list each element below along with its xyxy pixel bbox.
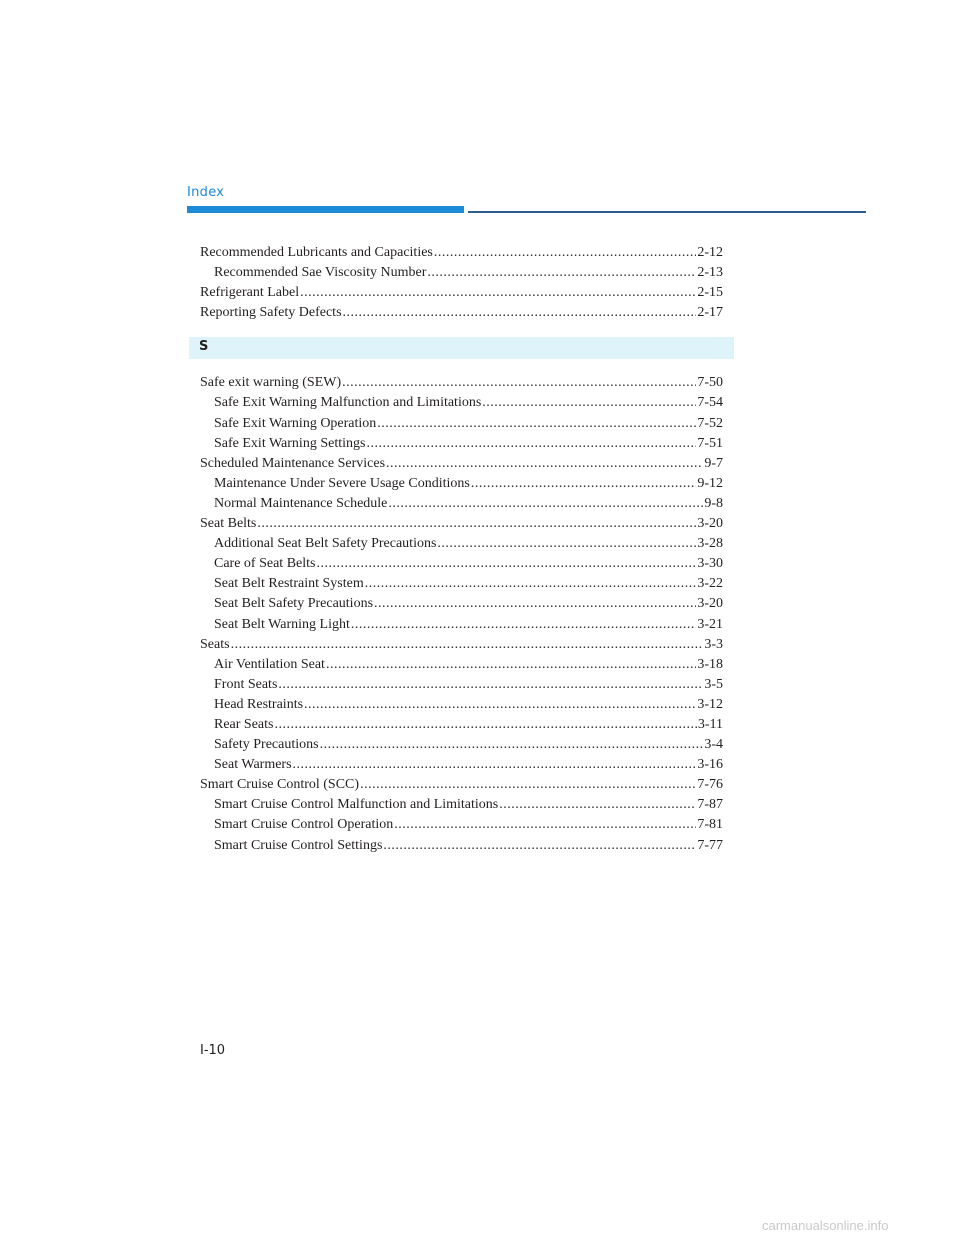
header-divider-line <box>468 211 866 213</box>
entry-page-ref: 3-4 <box>704 737 723 753</box>
index-subentry <box>200 434 723 454</box>
index-subentry <box>200 414 723 434</box>
entry-label: Safe exit warning (SEW) <box>200 375 342 391</box>
entry-page-ref: 7-50 <box>697 375 723 391</box>
index-subentry <box>200 755 723 775</box>
index-entry <box>200 283 723 303</box>
entry-label: Seat Belt Warning Light <box>214 616 350 632</box>
dot-leader <box>360 775 696 795</box>
entry-page-ref: 3-5 <box>704 676 723 692</box>
entry-label: Recommended Lubricants and Capacities <box>200 245 433 260</box>
entry-page-ref: 9-12 <box>697 475 723 491</box>
section-letter-band <box>189 337 734 359</box>
index-subentry <box>200 655 723 675</box>
entry-page-ref: 7-51 <box>697 435 723 451</box>
dot-leader <box>386 454 703 474</box>
entry-page-ref: 9-8 <box>704 495 723 511</box>
index-subentry <box>200 474 723 494</box>
entry-page-ref: 3-21 <box>697 616 723 632</box>
entry-label: Front Seats <box>214 676 278 692</box>
entry-label: Safe Exit Warning Malfunction and Limitations <box>214 395 482 411</box>
entry-page-ref: 7-87 <box>697 797 723 813</box>
dot-leader <box>316 554 696 574</box>
dot-leader <box>300 283 696 303</box>
entry-label: Safe Exit Warning Settings <box>214 435 366 451</box>
index-subentry <box>200 695 723 715</box>
entry-page-ref: 3-20 <box>697 596 723 612</box>
index-column <box>200 243 723 856</box>
dot-leader <box>231 635 704 655</box>
entry-label: Scheduled Maintenance Services <box>200 455 386 471</box>
index-entry <box>200 514 723 534</box>
entry-page-ref: 3-3 <box>704 636 723 652</box>
dot-leader <box>434 243 696 263</box>
index-entry <box>200 454 723 474</box>
dot-leader <box>388 494 703 514</box>
entry-label: Smart Cruise Control Operation <box>214 817 394 833</box>
entry-label: Air Ventilation Seat <box>214 656 325 672</box>
entry-label: Smart Cruise Control (SCC) <box>200 777 360 793</box>
index-subentry <box>200 594 723 614</box>
entry-page-ref: 3-18 <box>697 656 723 672</box>
index-entry <box>200 373 723 393</box>
index-subentry <box>200 554 723 574</box>
dot-leader <box>326 655 696 675</box>
entry-label: Safe Exit Warning Operation <box>214 415 377 431</box>
index-subentry <box>200 675 723 695</box>
dot-leader <box>274 715 696 735</box>
dot-leader <box>257 514 696 534</box>
index-subentry <box>200 574 723 594</box>
dot-leader <box>320 735 704 755</box>
entry-page-ref: 3-30 <box>697 556 723 572</box>
index-subentry <box>200 615 723 635</box>
entry-label: Reporting Safety Defects <box>200 305 342 321</box>
dot-leader <box>383 836 696 856</box>
index-subentry <box>200 795 723 815</box>
entry-page-ref: 9-7 <box>704 455 723 471</box>
index-subentry <box>200 534 723 554</box>
entry-label: Head Restraints <box>214 696 304 712</box>
entry-page-ref: 7-77 <box>697 837 723 853</box>
index-entry <box>200 775 723 795</box>
entry-label: Refrigerant Label <box>200 285 300 301</box>
entry-page-ref: 3-12 <box>697 696 723 712</box>
entry-label: Seat Warmers <box>214 757 292 773</box>
entry-page-ref: 2-12 <box>697 245 723 260</box>
index-entry <box>200 243 723 263</box>
entry-page-ref: 2-13 <box>697 265 723 281</box>
index-subentry <box>200 393 723 413</box>
entry-label: Seat Belts <box>200 516 257 532</box>
entry-label: Safety Precautions <box>214 737 319 753</box>
index-subentry <box>200 494 723 514</box>
index-subentry <box>200 735 723 755</box>
page-header-title: Index <box>187 185 225 200</box>
entry-label: Recommended Sae Viscosity Number <box>214 265 427 281</box>
dot-leader <box>343 303 697 323</box>
index-subentry <box>200 815 723 835</box>
entry-label: Additional Seat Belt Safety Precautions <box>214 536 437 552</box>
entry-label: Maintenance Under Severe Usage Conditions <box>214 475 470 491</box>
dot-leader <box>278 675 703 695</box>
index-subentry <box>200 263 723 283</box>
dot-leader <box>342 373 696 393</box>
dot-leader <box>365 574 697 594</box>
entry-page-ref: 7-54 <box>697 395 723 411</box>
entry-page-ref: 2-15 <box>697 285 723 301</box>
entry-label: Seat Belt Restraint System <box>214 576 364 592</box>
watermark-text: carmanualsonline.info <box>762 1218 889 1233</box>
dot-leader <box>482 393 696 413</box>
dot-leader <box>437 534 696 554</box>
header-accent-bar <box>187 206 464 213</box>
entry-page-ref: 3-22 <box>697 576 723 592</box>
entry-label: Rear Seats <box>214 716 274 732</box>
entry-page-ref: 3-20 <box>697 516 723 532</box>
dot-leader <box>499 795 696 815</box>
entry-page-ref: 3-28 <box>697 536 723 552</box>
dot-leader <box>377 414 696 434</box>
index-entry <box>200 303 723 323</box>
entry-label: Seat Belt Safety Precautions <box>214 596 374 612</box>
entry-page-ref: 3-16 <box>697 757 723 773</box>
index-groups <box>200 243 723 856</box>
dot-leader <box>427 263 696 283</box>
dot-leader <box>471 474 697 494</box>
page-number: I-10 <box>200 1043 226 1058</box>
dot-leader <box>366 434 696 454</box>
entry-page-ref: 3-11 <box>697 716 723 732</box>
entry-page-ref: 7-81 <box>697 817 723 833</box>
entry-label: Care of Seat Belts <box>214 556 316 572</box>
entry-page-ref: 7-52 <box>697 415 723 431</box>
dot-leader <box>293 755 697 775</box>
dot-leader <box>374 594 696 614</box>
index-entry <box>200 635 723 655</box>
entry-label: Smart Cruise Control Settings <box>214 837 383 853</box>
entry-page-ref: 7-76 <box>697 777 723 793</box>
section-letter: S <box>199 339 209 355</box>
dot-leader <box>351 615 696 635</box>
entry-page-ref: 2-17 <box>697 305 723 321</box>
index-subentry <box>200 836 723 856</box>
index-subentry <box>200 715 723 735</box>
entry-label: Seats <box>200 636 230 652</box>
dot-leader <box>304 695 696 715</box>
entry-label: Smart Cruise Control Malfunction and Limitations <box>214 797 499 813</box>
entry-label: Normal Maintenance Schedule <box>214 495 388 511</box>
dot-leader <box>394 815 696 835</box>
